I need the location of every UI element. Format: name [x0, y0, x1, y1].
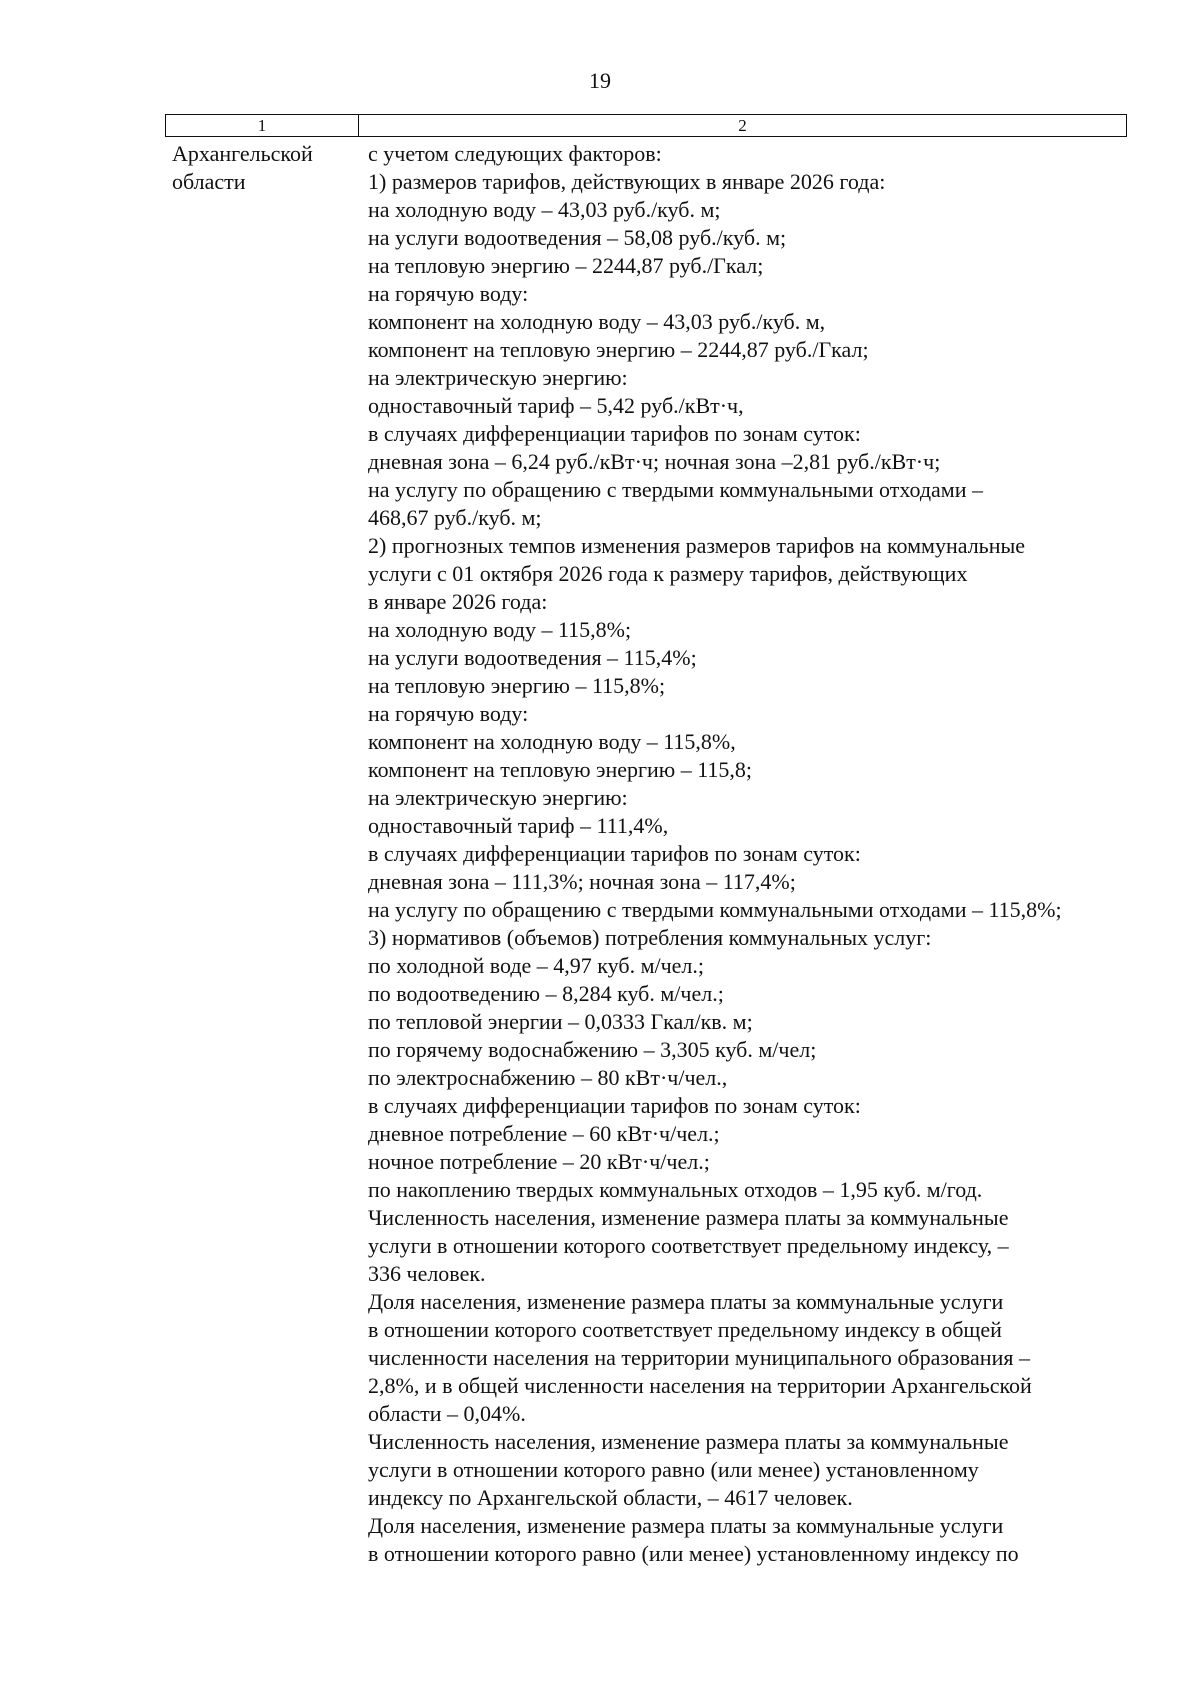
page-number: 19: [589, 68, 611, 93]
content-text-line: в отношении которого равно (или менее) установленному индексу по: [368, 1541, 1019, 1566]
region-column: [172, 140, 352, 196]
content-text-line: области – 0,04%.: [368, 1401, 526, 1426]
content-text-line: по тепловой энергии – 0,0333 Гкал/кв. м;: [368, 1009, 753, 1034]
content-text-line: по горячему водоснабжению – 3,305 куб. м/чел;: [368, 1037, 817, 1062]
content-text-line: численности населения на территории муниципального образования –: [368, 1345, 1030, 1370]
region-name-line: Архангельской: [172, 141, 313, 166]
content-text-line: в случаях дифференциации тарифов по зонам суток:: [368, 1093, 861, 1118]
content-text-line: на электрическую энергию:: [368, 785, 628, 810]
content-text-line: Доля населения, изменение размера платы за коммунальные услуги: [368, 1513, 1004, 1538]
content-text-line: одноставочный тариф – 5,42 руб./кВт·ч,: [368, 393, 744, 418]
content-text-line: по водоотведению – 8,284 куб. м/чел.;: [368, 981, 724, 1006]
content-text-line: в случаях дифференциации тарифов по зонам суток:: [368, 421, 861, 446]
content-text-line: на холодную воду – 115,8%;: [368, 617, 632, 642]
content-text-line: одноставочный тариф – 111,4%,: [368, 813, 669, 838]
content-text-line: услуги с 01 октября 2026 года к размеру тарифов, действующих: [368, 561, 968, 586]
content-text-line: компонент на тепловую энергию – 115,8;: [368, 757, 753, 782]
content-text-line: на холодную воду – 43,03 руб./куб. м;: [368, 197, 721, 222]
content-text-line: 2) прогнозных темпов изменения размеров тарифов на коммунальные: [368, 533, 1026, 558]
content-text-line: дневная зона – 6,24 руб./кВт·ч; ночная зона –2,81 руб./кВт·ч;: [368, 449, 941, 474]
content-text-line: на услуги водоотведения – 58,08 руб./куб. м;: [368, 225, 787, 250]
content-text-line: компонент на холодную воду – 43,03 руб./куб. м,: [368, 309, 826, 334]
content-text-line: дневное потребление – 60 кВт·ч/чел.;: [368, 1121, 720, 1146]
content-text-line: в отношении которого соответствует предельному индексу в общей: [368, 1317, 1002, 1342]
content-text-line: индексу по Архангельской области, – 4617 человек.: [368, 1485, 853, 1510]
content-text-line: Численность населения, изменение размера платы за коммунальные: [368, 1429, 1009, 1454]
content-text-line: услуги в отношении которого равно (или менее) установленному: [368, 1457, 979, 1482]
content-text-line: по холодной воде – 4,97 куб. м/чел.;: [368, 953, 705, 978]
content-text-line: на тепловую энергию – 2244,87 руб./Гкал;: [368, 253, 764, 278]
content-text-line: ночное потребление – 20 кВт·ч/чел.;: [368, 1149, 710, 1174]
table-header-row: [165, 114, 1127, 137]
content-text-line: на тепловую энергию – 115,8%;: [368, 673, 666, 698]
content-text-line: 2,8%, и в общей численности населения на территории Архангельской: [368, 1373, 1032, 1398]
content-text-line: в январе 2026 года:: [368, 589, 548, 614]
content-text-line: 3) нормативов (объемов) потребления коммунальных услуг:: [368, 925, 932, 950]
content-text-line: на услугу по обращению с твердыми коммунальными отходами – 115,8%;: [368, 897, 1062, 922]
content-text-line: 1) размеров тарифов, действующих в январе 2026 года:: [368, 169, 886, 194]
column-header-1: 1: [166, 115, 359, 136]
content-text-line: на услугу по обращению с твердыми коммунальными отходами –: [368, 477, 984, 502]
content-text-line: на горячую воду:: [368, 281, 529, 306]
content-text-line: по накоплению твердых коммунальных отходов – 1,95 куб. м/год.: [368, 1177, 983, 1202]
content-text-line: с учетом следующих факторов:: [368, 141, 662, 166]
content-text-line: на горячую воду:: [368, 701, 529, 726]
column-header-2: 2: [738, 116, 747, 135]
content-text-line: по электроснабжению – 80 кВт·ч/чел.,: [368, 1065, 728, 1090]
content-text-line: 336 человек.: [368, 1261, 486, 1286]
content-text-line: услуги в отношении которого соответствует предельному индексу, –: [368, 1233, 1009, 1258]
content-text-line: на электрическую энергию:: [368, 365, 628, 390]
content-text-line: компонент на холодную воду – 115,8%,: [368, 729, 736, 754]
content-text-line: дневная зона – 111,3%; ночная зона – 117,4%;: [368, 869, 796, 894]
content-text-line: Численность населения, изменение размера платы за коммунальные: [368, 1205, 1009, 1230]
content-text-line: на услуги водоотведения – 115,4%;: [368, 645, 697, 670]
content-text-line: Доля населения, изменение размера платы за коммунальные услуги: [368, 1289, 1004, 1314]
region-name-line: области: [172, 169, 246, 194]
content-column: [368, 140, 1128, 1568]
content-text-line: 468,67 руб./куб. м;: [368, 505, 542, 530]
content-text-line: в случаях дифференциации тарифов по зонам суток:: [368, 841, 861, 866]
content-text-line: компонент на тепловую энергию – 2244,87 руб./Гкал;: [368, 337, 869, 362]
